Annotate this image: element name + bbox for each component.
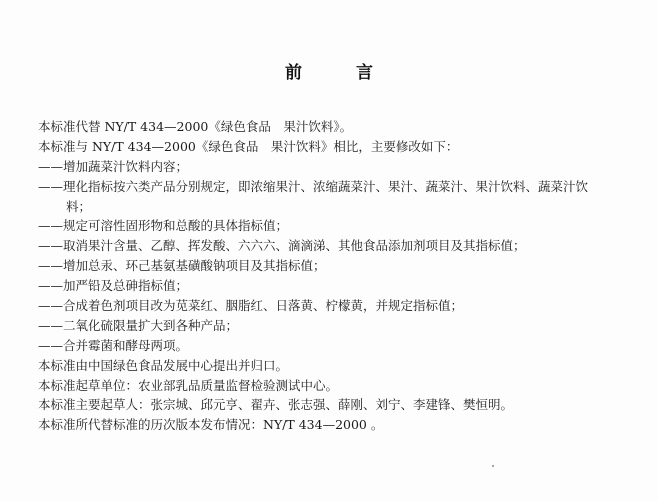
text-line-10: ——合成着色剂项目改为苋菜红、胭脂红、日落黄、柠檬黄，并规定指标值； [38, 298, 464, 314]
text-line-8: ——增加总汞、环己基氨基磺酸钠项目及其指标值； [38, 258, 326, 274]
text-line-4: ——理化指标按六类产品分别规定，即浓缩果汁、浓缩蔬菜汁、果汁、蔬菜汁、果汁饮料、蔬菜汁饮 [38, 178, 589, 194]
text-line-14: 本标准起草单位：农业部乳品质量监督检验测试中心。 [38, 377, 339, 393]
text-line-15: 本标准主要起草人：张宗城、邱元亨、翟卉、张志强、薛刚、刘宁、李建锋、樊恒明。 [38, 397, 514, 413]
text-line-13: 本标准由中国绿色食品发展中心提出并归口。 [38, 357, 289, 373]
text-line-1: 本标准代替 NY/T 434—2000《绿色食品 果汁饮料》。 [38, 119, 353, 134]
scan-speck [492, 465, 494, 467]
text-line-16: 本标准所代替标准的历次版本发布情况：NY/T 434—2000 。 [38, 417, 384, 433]
text-line-3: ——增加蔬菜汁饮料内容； [38, 158, 189, 174]
text-line-5: 料； [66, 198, 92, 214]
page-title: 前 言 [285, 63, 397, 83]
text-line-12: ——合并霉菌和酵母两项。 [38, 337, 189, 353]
text-line-7: ——取消果汁含量、乙醇、挥发酸、六六六、滴滴涕、其他食品添加剂项目及其指标值； [38, 238, 526, 254]
text-line-9: ——加严铅及总砷指标值； [38, 278, 189, 294]
text-line-11: ——二氧化硫限量扩大到各种产品； [38, 317, 239, 333]
foreword-body [38, 117, 638, 435]
text-line-6: ——规定可溶性固形物和总酸的具体指标值； [38, 218, 289, 234]
text-line-2: 本标准与 NY/T 434—2000《绿色食品 果汁饮料》相比，主要修改如下： [38, 138, 459, 154]
